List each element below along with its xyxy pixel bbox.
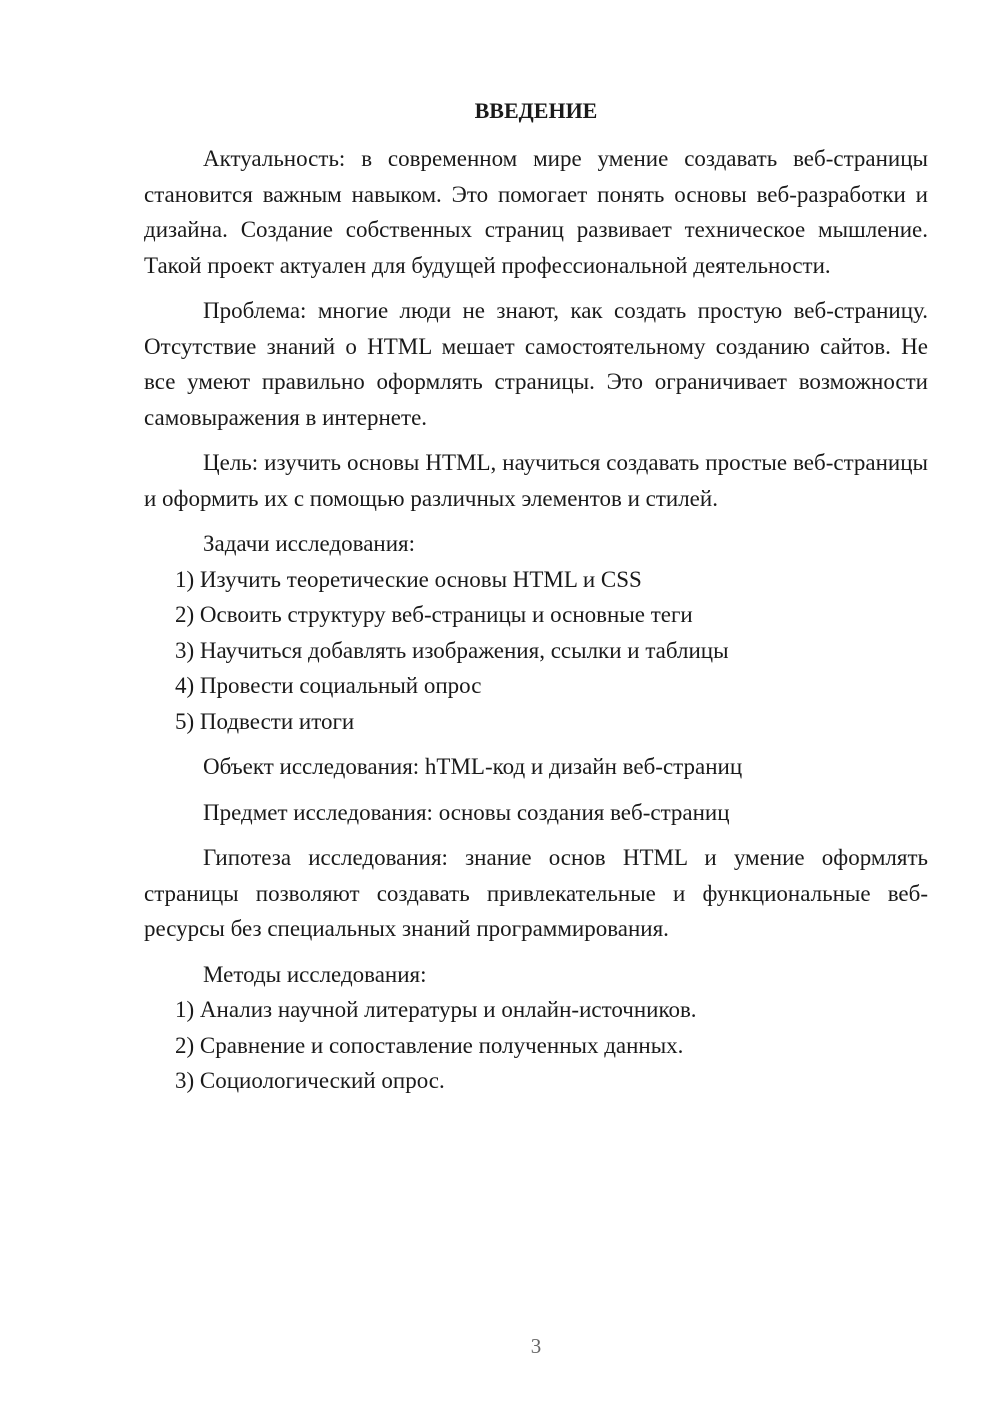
- object-paragraph: Объект исследования: hTML-код и дизайн веб-страниц: [203, 754, 743, 779]
- method-item: 1) Анализ научной литературы и онлайн-источников.: [175, 997, 697, 1022]
- methods-heading: Методы исследования:: [203, 961, 427, 987]
- problem-paragraph: Проблема: многие люди не знают, как создать простую веб-страницу. Отсутствие знаний о HTML мешает самостоятельному созданию сайтов. Не все умеют правильно оформлять страницы. Это ограничивает возможности самовыражения в интернете.: [144, 298, 928, 430]
- page-content: [144, 96, 928, 1099]
- methods-list: [144, 992, 928, 1099]
- task-item: 5) Подвести итоги: [175, 708, 355, 734]
- subject-paragraph: Предмет исследования: основы создания веб-страниц: [203, 799, 730, 825]
- task-item: 1) Изучить теоретические основы HTML и CSS: [175, 566, 642, 592]
- goal-paragraph: Цель: изучить основы HTML, научиться создавать простые веб-страницы и оформить их с помощью различных элементов и стилей.: [144, 450, 928, 511]
- method-item: 3) Социологический опрос.: [175, 1068, 445, 1093]
- page-number: 3: [530, 1334, 542, 1358]
- relevance-paragraph: Актуальность: в современном мире умение создавать веб-страницы становится важным навыком. Это помогает понять основы веб-разработки и дизайна. Создание собственных страниц развивает техническое мышление. Такой проект актуален для будущей профессиональной деятельности.: [144, 146, 928, 278]
- task-item: 2) Освоить структуру веб-страницы и основные теги: [175, 602, 693, 627]
- task-item: 3) Научиться добавлять изображения, ссылки и таблицы: [175, 637, 729, 663]
- method-item: 2) Сравнение и сопоставление полученных данных.: [175, 1032, 684, 1058]
- section-title: ВВЕДЕНИЕ: [474, 98, 598, 123]
- task-item: 4) Провести социальный опрос: [175, 673, 482, 698]
- tasks-heading: Задачи исследования:: [203, 531, 416, 556]
- hypothesis-paragraph: Гипотеза исследования: знание основ HTML и умение оформлять страницы позволяют создавать привлекательные и функциональные веб-ресурсы без специальных знаний программирования.: [144, 845, 928, 941]
- tasks-list: [144, 562, 928, 740]
